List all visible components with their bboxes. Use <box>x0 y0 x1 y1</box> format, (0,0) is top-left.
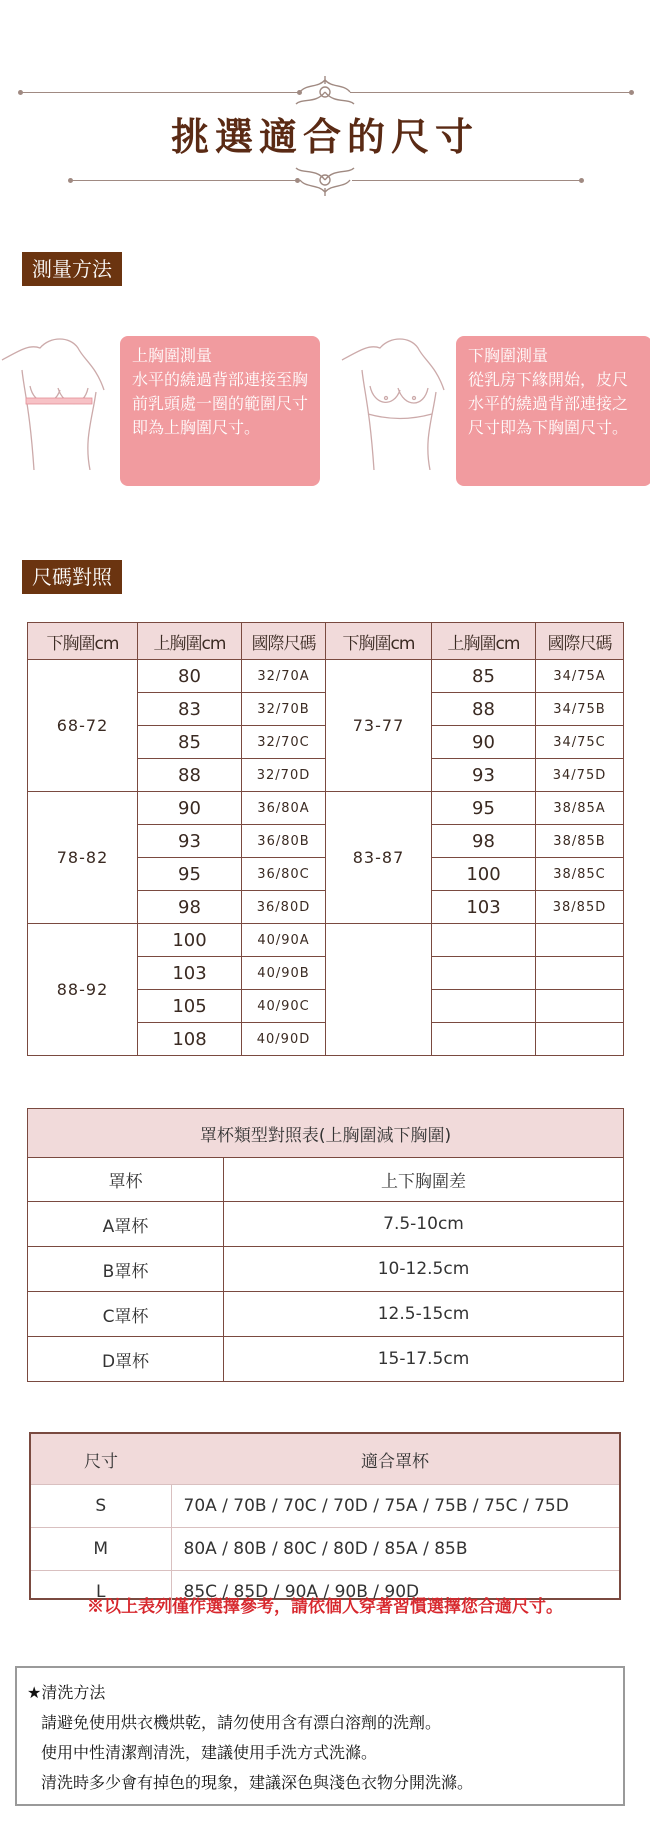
care-line: 使用中性清潔劑清洗，建議使用手洗方式洗滌。 <box>41 1743 378 1762</box>
fit-size-label: L <box>31 1571 171 1614</box>
torso-upper-icon <box>0 330 110 470</box>
bust-value-left: 98 <box>138 891 242 924</box>
cup-table-caption: 罩杯類型對照表(上胸圍減下胸圍) <box>28 1109 624 1158</box>
under-bust-callout: 下胸圍測量 從乳房下緣開始，皮尺水平的繞過背部連接之尺寸即為下胸圍尺寸。 <box>456 336 650 486</box>
size-chart-table <box>27 622 624 1056</box>
intl-size-right: 34/75C <box>536 726 624 759</box>
under-bust-range-left: 78-82 <box>28 792 138 924</box>
under-bust-range-right: 83-87 <box>326 792 432 924</box>
intl-size-left: 36/80A <box>242 792 326 825</box>
intl-size-left: 32/70B <box>242 693 326 726</box>
bust-value-left: 105 <box>138 990 242 1023</box>
fit-cups-value: 70A / 70B / 70C / 70D / 75A / 75B / 75C / 75D <box>171 1485 619 1528</box>
fit-size-label: S <box>31 1485 171 1528</box>
under-bust-range-left: 88-92 <box>28 924 138 1056</box>
bust-value-left: 85 <box>138 726 242 759</box>
fit-size-label: M <box>31 1528 171 1571</box>
bust-value-left: 88 <box>138 759 242 792</box>
upper-bust-figure <box>0 330 110 470</box>
bust-value-left: 83 <box>138 693 242 726</box>
under-bust-figure <box>340 330 450 470</box>
bust-value-right: 95 <box>432 792 536 825</box>
cup-row-label: D罩杯 <box>28 1337 224 1382</box>
size-chart-row <box>28 660 624 693</box>
bust-value-right: 85 <box>432 660 536 693</box>
cup-row-label: C罩杯 <box>28 1292 224 1337</box>
care-title: ★清洗方法 <box>27 1683 106 1702</box>
intl-size-right <box>536 1023 624 1056</box>
bust-value-right: 100 <box>432 858 536 891</box>
selection-note: ※以上表列僅作選擇參考，請依個人穿著習慣選擇您合適尺寸。 <box>87 1597 563 1617</box>
header-bust-left: 上胸圍cm <box>138 623 242 660</box>
intl-size-right: 38/85D <box>536 891 624 924</box>
header-under-right: 下胸圍cm <box>326 623 432 660</box>
bust-value-right: 90 <box>432 726 536 759</box>
fit-table-frame <box>29 1432 621 1600</box>
bust-value-right <box>432 1023 536 1056</box>
intl-size-left: 36/80D <box>242 891 326 924</box>
header-bust-right: 上胸圍cm <box>432 623 536 660</box>
bust-value-left: 95 <box>138 858 242 891</box>
intl-size-left: 40/90D <box>242 1023 326 1056</box>
care-line: 清洗時多少會有掉色的現象，建議深色與淺色衣物分開洗滌。 <box>41 1773 474 1792</box>
under-bust-range-right: 73-77 <box>326 660 432 792</box>
cup-row-value: 12.5-15cm <box>224 1292 624 1337</box>
header-intl-left: 國際尺碼 <box>242 623 326 660</box>
bust-value-left: 100 <box>138 924 242 957</box>
header-under-left: 下胸圍cm <box>28 623 138 660</box>
intl-size-right <box>536 990 624 1023</box>
intl-size-left: 32/70C <box>242 726 326 759</box>
bust-value-right <box>432 990 536 1023</box>
fit-table <box>31 1434 619 1613</box>
flourish-top-icon <box>292 74 358 110</box>
intl-size-right: 38/85A <box>536 792 624 825</box>
cup-row-label: A罩杯 <box>28 1202 224 1247</box>
size-chart-row <box>28 792 624 825</box>
care-instructions <box>15 1666 625 1806</box>
bust-value-right: 88 <box>432 693 536 726</box>
bust-value-left: 80 <box>138 660 242 693</box>
cup-type-table <box>27 1108 624 1382</box>
intl-size-left: 36/80C <box>242 858 326 891</box>
diff-col-header: 上下胸圍差 <box>224 1158 624 1202</box>
bust-value-right <box>432 924 536 957</box>
care-line: 請避免使用烘衣機烘乾，請勿使用含有漂白溶劑的洗劑。 <box>41 1713 442 1732</box>
intl-size-right: 38/85B <box>536 825 624 858</box>
flourish-bottom-icon <box>292 162 358 198</box>
bust-value-left: 93 <box>138 825 242 858</box>
bust-value-left: 108 <box>138 1023 242 1056</box>
upper-bust-callout: 上胸圍測量 水平的繞過背部連接至胸前乳頭處一圈的範圍尺寸即為上胸圍尺寸。 <box>120 336 320 486</box>
intl-size-left: 32/70A <box>242 660 326 693</box>
under-bust-range-right <box>326 924 432 1056</box>
bust-value-right: 98 <box>432 825 536 858</box>
cup-col-header: 罩杯 <box>28 1158 224 1202</box>
torso-under-icon <box>340 330 450 470</box>
cup-row-label: B罩杯 <box>28 1247 224 1292</box>
fit-size-header: 尺寸 <box>31 1434 171 1485</box>
cup-row-value: 15-17.5cm <box>224 1337 624 1382</box>
title-banner <box>0 60 650 200</box>
intl-size-right: 38/85C <box>536 858 624 891</box>
intl-size-right: 34/75B <box>536 693 624 726</box>
size-chart-header-row <box>28 623 624 660</box>
bust-value-left: 90 <box>138 792 242 825</box>
intl-size-left: 40/90B <box>242 957 326 990</box>
fit-cups-header: 適合罩杯 <box>171 1434 619 1485</box>
intl-size-right: 34/75D <box>536 759 624 792</box>
intl-size-left: 40/90A <box>242 924 326 957</box>
intl-size-left: 32/70D <box>242 759 326 792</box>
measure-heading: 測量方法 <box>22 252 122 286</box>
fit-cups-value: 80A / 80B / 80C / 80D / 85A / 85B <box>171 1528 619 1571</box>
fit-cups-value: 85C / 85D / 90A / 90B / 90D <box>171 1571 619 1614</box>
page-title: 挑選適合的尺寸 <box>170 114 479 159</box>
bust-value-left: 103 <box>138 957 242 990</box>
intl-size-right <box>536 924 624 957</box>
header-intl-right: 國際尺碼 <box>536 623 624 660</box>
bust-value-right: 93 <box>432 759 536 792</box>
cup-row-value: 10-12.5cm <box>224 1247 624 1292</box>
size-chart-heading: 尺碼對照 <box>22 560 122 594</box>
bust-value-right: 103 <box>432 891 536 924</box>
size-chart-row <box>28 924 624 957</box>
cup-row-value: 7.5-10cm <box>224 1202 624 1247</box>
under-bust-range-left: 68-72 <box>28 660 138 792</box>
intl-size-left: 40/90C <box>242 990 326 1023</box>
intl-size-left: 36/80B <box>242 825 326 858</box>
bust-value-right <box>432 957 536 990</box>
intl-size-right: 34/75A <box>536 660 624 693</box>
intl-size-right <box>536 957 624 990</box>
